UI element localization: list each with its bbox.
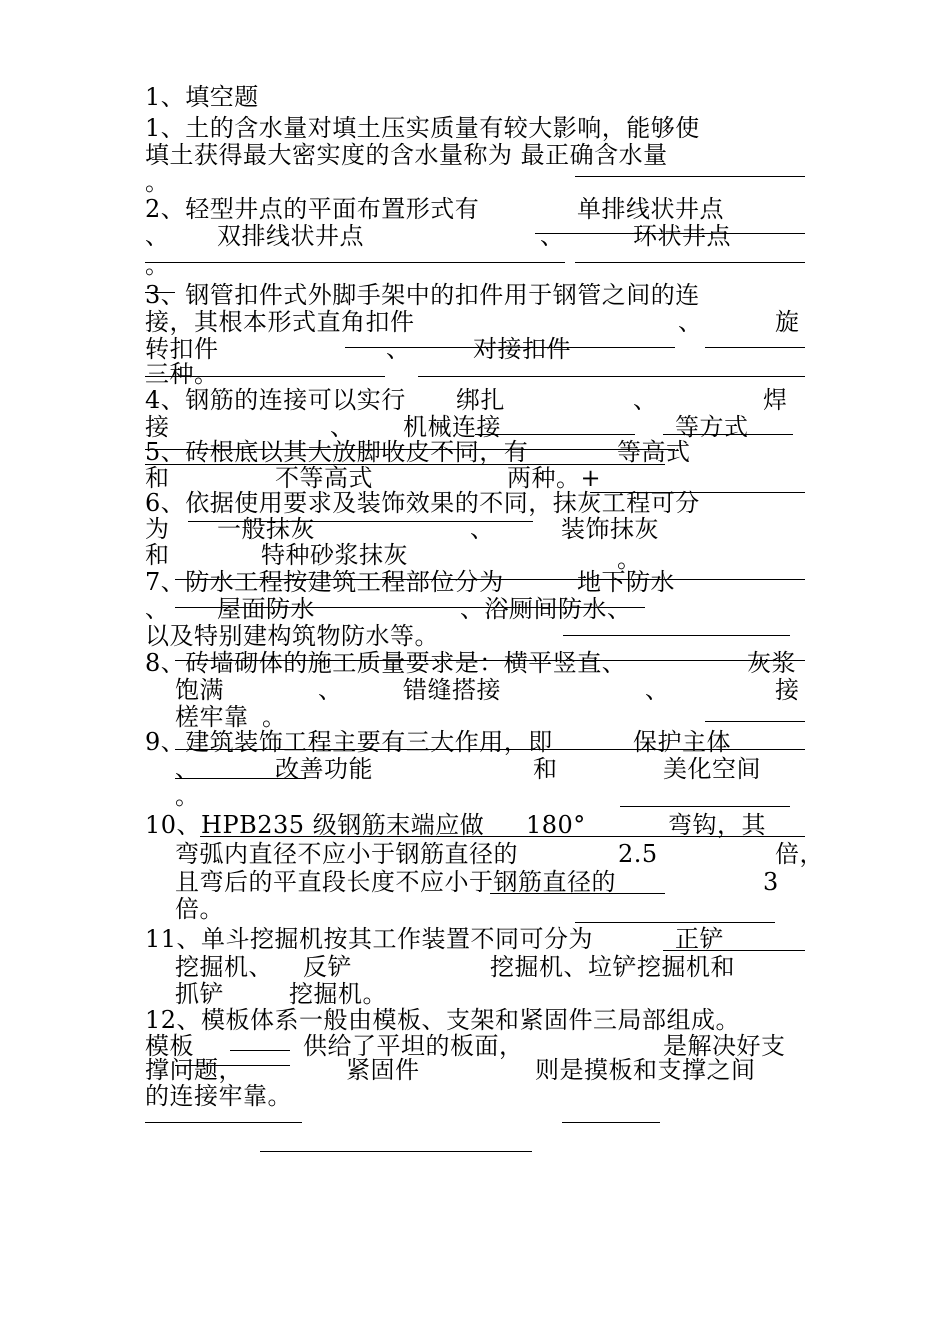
q12-line-1: 12、模板体系一般由模板、支架和紧固件三局部组成。 [145,1006,741,1034]
q10-line-2: 弯弧内直径不应小于钢筋直径的 [175,840,518,868]
q12-answer-1: 模板 [145,1032,194,1060]
answer-line [562,1122,660,1123]
q4-end: 等方式 [675,413,749,441]
answer-line [188,521,533,522]
q9-answer-3: 美化空间 [663,755,761,783]
q12-line-3: 撑问题， [145,1056,243,1084]
answer-line [575,262,805,263]
answer-line [145,1122,302,1123]
q6-answer-3: 特种砂浆抹灰 [261,541,408,569]
answer-line [620,806,790,807]
q1-line-2: 填土获得最大密实度的含水量称为 最正确含水量 [145,141,668,169]
q2-answer-2: 双排线状井点 [217,222,364,250]
q12-line-3b: 则是摸板和支撑之间 [535,1056,756,1084]
q7-sep-1: 、 [145,595,170,623]
q1-line-3: 。 [145,168,170,196]
q9-sep-1: 、 [175,755,200,783]
q2-sep-1: 、 [145,222,170,250]
q11-line-2: 挖掘机、 [175,953,273,981]
q4-answer-1: 绑扎 [456,386,505,414]
q2-answer-1: 单排线状井点 [577,195,724,223]
q12-line-2: 供给了平坦的板面， [303,1032,524,1060]
answer-line [175,749,805,750]
answer-line [705,721,805,722]
q7-answer-2: 屋面防水 [217,595,315,623]
q9-answer-2: 改善功能 [275,755,373,783]
q2-end: 。 [145,251,170,279]
q10-line-3: 且弯后的平直段长度不应小于钢筋直径的 [175,868,616,896]
answer-line [175,660,805,661]
q8-sep-2: 、 [645,676,670,704]
q2-line-1: 2、轻型井点的平面布置形式有 [145,195,480,223]
q7-answer-1: 地下防水 [577,568,675,596]
q10-line-2b: 倍， [775,840,824,868]
answer-line [418,376,805,377]
q3-line-3: 转扣件 [145,335,219,363]
answer-line [175,1065,290,1066]
q10-answer-2: 2.5 [618,840,658,868]
q7-line-2: 、浴厕间防水、 [460,595,632,623]
q4-answer-2: 机械连接 [403,413,501,441]
section-heading: 1、填空题 [145,83,259,111]
q11-line-1: 11、单斗挖掘机按其工作装置不同可分为 [145,925,594,953]
q8-answer-1: 灰浆 [747,649,796,677]
q10-answer-1: 180° [526,811,586,839]
answer-line [475,434,635,435]
q12-line-4: 的连接牢靠。 [145,1082,292,1110]
q11-answer-3: 抓铲 [175,980,224,1008]
q1-line-1: 1、土的含水量对填土压实质量有较大影响，能够使 [145,114,700,142]
q8-answer-2: 错缝搭接 [403,676,501,704]
q3-sep-2: 、 [386,335,411,363]
q3-line-2: 接，其根本形式直角扣件 [145,308,415,336]
q9-end: 。 [175,782,200,810]
answer-line [145,292,175,293]
q8-answer-1b: 饱满 [175,676,224,704]
q9-char-he: 和 [533,755,558,783]
q3-char-xuan: 旋 [775,308,800,336]
q2-answer-3: 环状井点 [633,222,731,250]
q9-line-1: 9、建筑装饰工程主要有三大作用，即 [145,728,553,756]
answer-line [145,262,565,263]
q4-char-jie: 接 [145,413,170,441]
q6-sep-1: 、 [470,515,495,543]
q8-end: 。 [262,703,287,731]
answer-line [145,464,665,465]
q8-line-1: 8、砖墙砌体的施工质量要求是：横平竖直、 [145,649,627,677]
answer-line [175,607,645,608]
q10-line-1: 10、HPB235 级钢筋末端应做 [145,811,485,839]
answer-line [200,836,805,837]
answer-line [260,1151,532,1152]
q6-char-he: 和 [145,541,170,569]
q3-answer: 对接扣件 [473,335,571,363]
q7-line-3: 以及特别建构筑物防水等。 [145,622,439,650]
q8-answer-3: 槎牢靠 [175,703,249,731]
q4-line-1: 4、钢筋的连接可以实行 [145,386,406,414]
q11-answer-1: 正铲 [675,925,724,953]
q10-line-1b: 弯钩，其 [668,811,766,839]
answer-line [145,449,675,450]
q5-line-1: 5、砖根底以其大放脚收皮不同，有 [145,438,529,466]
answer-line [535,233,805,234]
q9-answer-1: 保护主体 [633,728,731,756]
q11-end: 挖掘机。 [289,980,387,1008]
answer-line [490,893,665,894]
q8-sep-1: 、 [318,676,343,704]
q5-char-he: 和 [145,464,170,492]
q11-answer-2: 反铲 [303,953,352,981]
q4-sep-2: 、 [330,413,355,441]
answer-line [345,347,675,348]
q10-answer-3: 3 [763,868,779,896]
answer-line [230,1050,290,1051]
answer-line [575,922,775,923]
answer-line [705,347,805,348]
q4-char-han: 焊 [763,386,788,414]
answer-line [145,376,385,377]
q12-answer-2: 紧固件 [346,1056,420,1084]
q5-answer-2: 不等高式 [275,464,373,492]
q10-end: 倍。 [175,895,224,923]
answer-line [663,434,793,435]
q3-sep-1: 、 [678,308,703,336]
q6-answer-1: 一般抹灰 [217,515,315,543]
answer-line [563,635,790,636]
q6-answer-2: 装饰抹灰 [561,515,659,543]
q7-line-1: 7、防水工程按建筑工程部位分为 [145,568,504,596]
q5-end: 两种。+ [507,464,602,492]
q3-end: 三种。 [145,360,219,388]
q11-line-2b: 挖掘机、垃铲挖掘机和 [490,953,735,981]
answer-line [663,950,805,951]
q6-line-1: 6、依据使用要求及装饰效果的不同，抹灰工程可分 [145,489,700,517]
q2-sep-2: 、 [540,222,565,250]
q12-line-2b: 是解决好支 [663,1032,786,1060]
q3-line-1: 3、钢管扣件式外脚手架中的扣件用于钢管之间的连 [145,281,700,309]
answer-line [590,492,805,493]
answer-line [575,176,805,177]
q6-char-wei: 为 [145,515,170,543]
q6-end: 。 [617,545,642,573]
answer-line [175,579,805,580]
q5-answer-1: 等高式 [617,438,691,466]
answer-line [175,778,305,779]
q4-sep-1: 、 [633,386,658,414]
q8-char-jie: 接 [775,676,800,704]
